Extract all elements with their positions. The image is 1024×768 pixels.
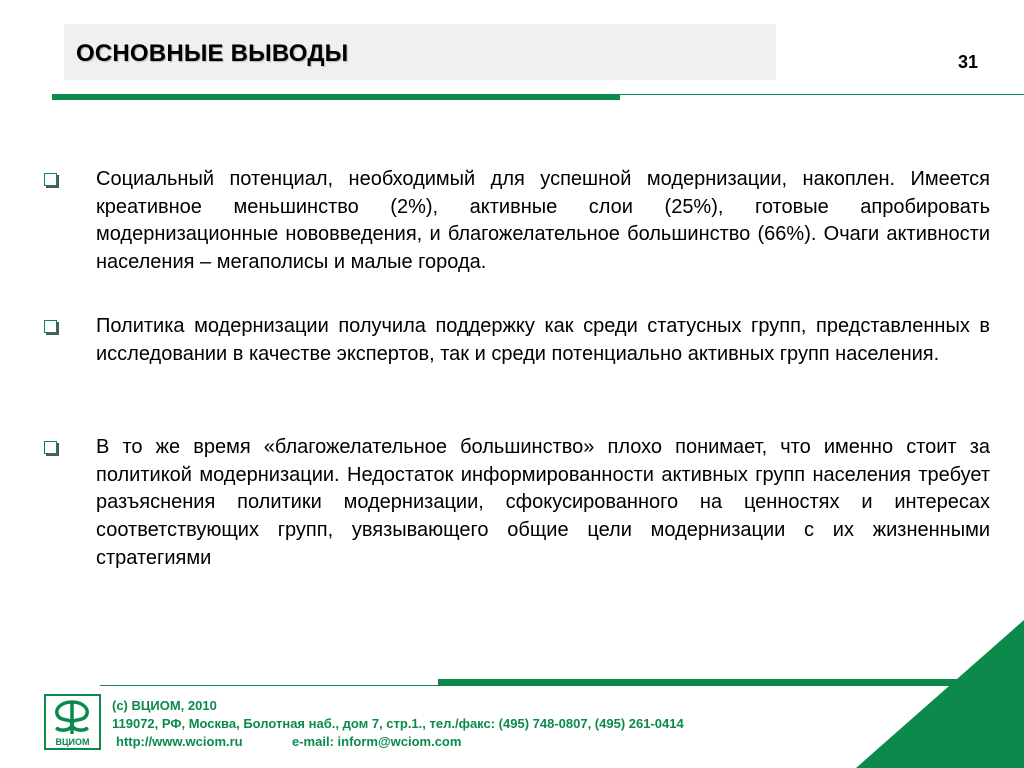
bullet-text-3: В то же время «благожелательное большинство» плохо понимает, что именно стоит за политикой модернизации. Недостаток информированности активных групп населения требует разъяснения политики модернизации, сфокусированного на ценностях и интересах соответствующих групп, увязывающего общие цели модернизации с их жизненными стратегиями [96,436,990,569]
footer-address: 119072, РФ, Москва, Болотная наб., дом 7, стр.1., тел./факс: (495) 748-0807, (495) 261-0414 [112,716,684,731]
corner-triangle-shape [856,620,1024,768]
wciom-logo-icon [44,694,101,750]
logo-text: ВЦИОМ [55,737,90,747]
footer-email-link[interactable]: e-mail: inform@wciom.com [292,734,462,749]
slide-number: 31 [958,52,979,72]
page-title: ОСНОВНЫЕ ВЫВОДЫ [76,40,349,67]
bullet-text-1: Социальный потенциал, необходимый для успешной модернизации, накоплен. Имеется креативное меньшинство (2%), активные слои (25%), готовые апробировать модернизационные нововведения, и благожелательное большинство (66%). Очаги активности населения – мегаполисы и малые города. [96,168,990,274]
bullet-text-2: Политика модернизации получила поддержку как среди статусных групп, представленных в исследовании в качестве экспертов, так и среди потенциально активных групп населения. [96,315,990,365]
footer-website-link[interactable]: http://www.wciom.ru [116,734,243,749]
footer-copyright: (с) ВЦИОМ, 2010 [112,698,217,713]
